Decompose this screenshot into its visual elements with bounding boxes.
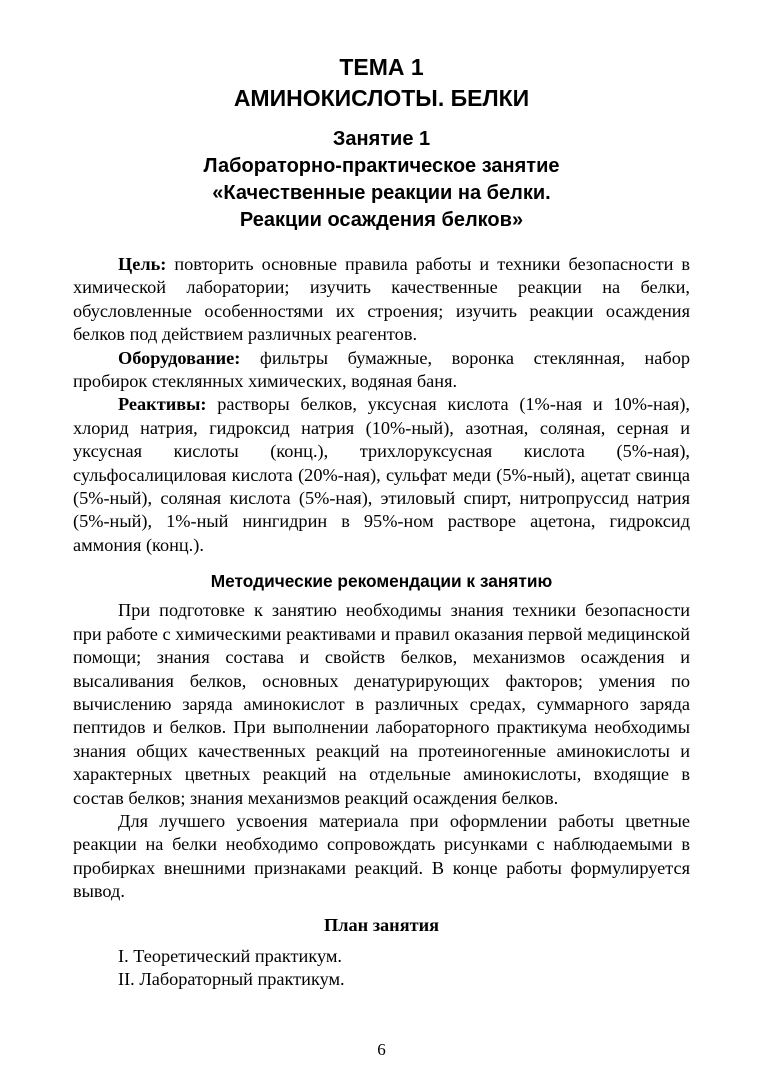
goal-text: повторить основные правила работы и техники безопасности в химической лаборатории; изучить качественные реакции на белки, обусловленные особенностями их строения; изучить реакции осаждения белков под действием различных реагентов. <box>73 254 690 345</box>
lesson-number: Занятие 1 <box>332 128 431 150</box>
equipment-text: фильтры бумажные, воронка стеклянная, набор пробирок стеклянных химических, водяная баня. <box>73 347 690 392</box>
document-page <box>73 52 690 992</box>
lesson-title-line2: Реакции осаждения белков» <box>239 209 524 231</box>
lesson-heading <box>73 126 690 234</box>
reagents-label: Реактивы: <box>118 394 207 415</box>
goal-paragraph <box>73 253 690 347</box>
topic-number: ТЕМА 1 <box>339 54 424 80</box>
reagents-paragraph <box>73 393 690 557</box>
plan-item-1: I. Теоретический практикум. <box>118 945 342 966</box>
recommendations-paragraph-1: При подготовке к занятию необходимы знания техники безопасности при работе с химическими реактивами и правил оказания первой медицинской помощи; знания состава и свойств белков, механизмов осаждения и высаливания белков, основных денатурирующих факторов; умения по вычислению заряда аминокислот в различных средах, суммарного заряда пептидов и белков. При выполнении лабораторного практикума необходимы знания общих качественных реакций на протеиногенные аминокислоты и характерных цветных реакций на отдельные аминокислоты, входящие в состав белков; знания механизмов реакций осаждения белков. <box>73 600 690 808</box>
recommendations-paragraph-2: Для лучшего усвоения материала при оформлении работы цветные реакции на белки необходимо сопровождать рисунками с наблюдаемыми в пробирках внешними признаками реакций. В конце работы формулируется вывод. <box>73 810 690 902</box>
goal-label: Цель: <box>118 254 167 274</box>
plan-item-2: II. Лабораторный практикум. <box>118 969 345 990</box>
lesson-type: Лабораторно-практическое занятие <box>203 155 560 177</box>
topic-heading <box>73 52 690 114</box>
equipment-paragraph <box>73 347 690 394</box>
recommendations-heading: Методические рекомендации к занятию <box>210 571 553 592</box>
recommendations-section <box>73 599 690 992</box>
lesson-title-line1: «Качественные реакции на белки. <box>212 182 551 204</box>
plan-heading: План занятия <box>323 914 440 935</box>
equipment-label: Оборудование: <box>118 347 241 368</box>
intro-section <box>73 253 690 557</box>
page-number: 6 <box>377 1040 386 1059</box>
reagents-text: растворы белков, уксусная кислота (1%-ная и 10%-ная), хлорид натрия, гидроксид натрия (10%-ный), азотная, соляная, серная и уксусная кислоты (конц.), трихлоруксусная кислота (5%-ная), сульфосалициловая кислота (20%-ная), сульфат меди (5%-ный), ацетат свинца (5%-ный), соляная кислота (5%-ная), этиловый спирт, нитропруссид натрия (5%-ный), 1%-ный нингидрин в 95%-ном растворе ацетона, гидроксид аммония (конц.). <box>73 394 690 555</box>
topic-title: АМИНОКИСЛОТЫ. БЕЛКИ <box>233 85 530 111</box>
